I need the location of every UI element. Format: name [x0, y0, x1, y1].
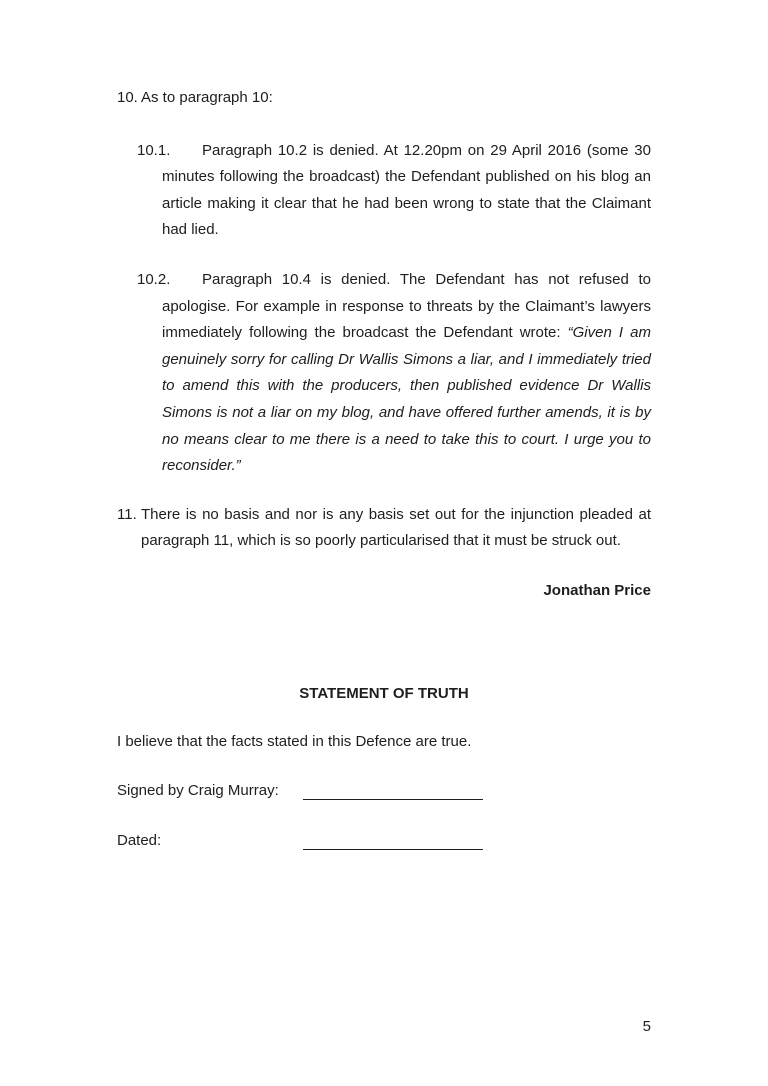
paragraph-11-marker: 11.	[117, 505, 137, 523]
statement-of-truth-text: I believe that the facts stated in this Defence are true.	[117, 733, 472, 751]
counsel-name: Jonathan Price	[543, 581, 651, 599]
page-number: 5	[642, 1018, 651, 1035]
paragraph-10-1	[117, 138, 651, 244]
paragraph-11	[117, 502, 651, 555]
paragraph-10-text: As to paragraph 10:	[141, 89, 273, 106]
paragraph-10-2-text: Paragraph 10.4 is denied. The Defendant has not refused to apologise. For example in response to threats by the Claimant’s lawyers immediately following the broadcast the Defendant wrote:	[162, 270, 651, 342]
dated-row	[117, 828, 651, 855]
paragraph-10-marker: 10.	[117, 89, 138, 106]
paragraph-10-2-marker: 10.2.	[137, 270, 171, 288]
statement-of-truth-heading: STATEMENT OF TRUTH	[299, 684, 469, 702]
document-body	[117, 85, 651, 879]
date-line	[303, 849, 483, 850]
signed-by-label: Signed by Craig Murray:	[117, 781, 279, 799]
paragraph-10	[117, 85, 651, 112]
paragraph-10-2	[117, 267, 651, 480]
paragraph-10-1-marker: 10.1.	[137, 141, 171, 159]
paragraph-11-text: There is no basis and nor is any basis set out for the injunction pleaded at paragraph 11, which is so poorly particularised that it must be struck out.	[141, 505, 651, 550]
paragraph-10-1-text: Paragraph 10.2 is denied. At 12.20pm on 29 April 2016 (some 30 minutes following the broadcast) the Defendant published on his blog an article making it clear that he had been wrong to state that the Claimant had lied.	[162, 141, 651, 239]
signed-by-row	[117, 778, 651, 805]
signature-line	[303, 799, 483, 800]
dated-label: Dated:	[117, 832, 162, 850]
quoted-blog-response-text: “Given I am genuinely sorry for calling Dr Wallis Simons a liar, and I immediately tried to amend this with the producers, then published evidence Dr Wallis Simons is not a liar on my blog, and have offered further amends, it is by no means clear to me there is a need to take this to court. I urge you to reconsider.”	[162, 324, 651, 475]
